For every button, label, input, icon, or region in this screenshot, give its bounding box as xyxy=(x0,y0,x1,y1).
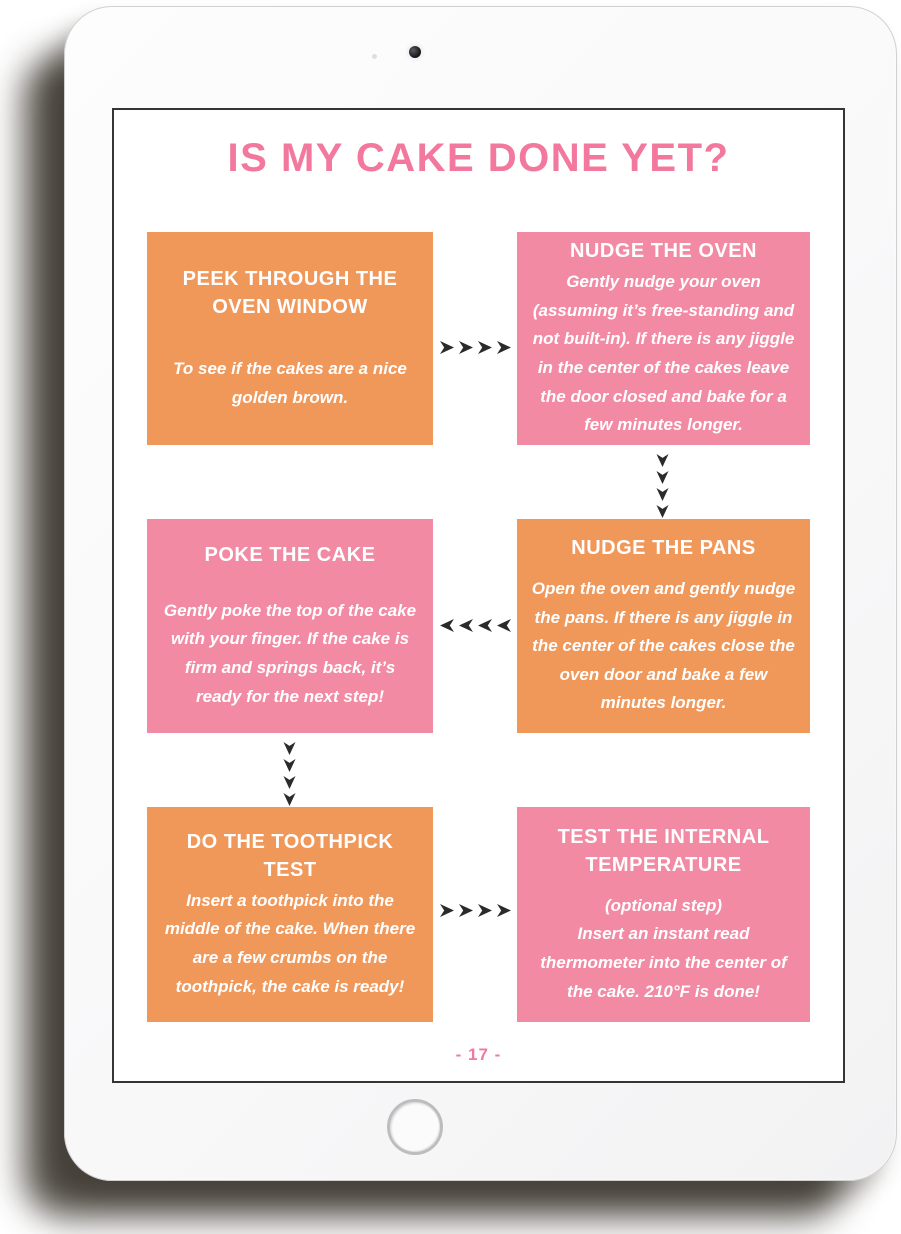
flow-box-body: Gently nudge your oven (assuming it’s free-standing and not built-in). If there is any jiggle in the center of the cakes leave the door closed and bake for a few minutes longer. xyxy=(532,272,795,435)
flow-box-nudge-the-pans xyxy=(517,519,810,733)
arrowhead-left-icon xyxy=(497,619,511,632)
front-camera-icon xyxy=(409,46,421,58)
flow-box-heading: NUDGE THE OVEN xyxy=(569,240,758,263)
arrowhead-down-icon xyxy=(283,776,296,789)
arrowhead-right-icon xyxy=(459,341,473,354)
arrow-group-left-row2 xyxy=(440,619,511,632)
flow-box-do-the-toothpick-test xyxy=(147,807,433,1022)
flow-box-heading: NUDGE THE PANS xyxy=(571,537,756,560)
flow-box-nudge-the-oven xyxy=(517,232,810,445)
arrowhead-right-icon xyxy=(478,341,492,354)
page-number: - 17 - xyxy=(455,1045,502,1064)
arrowhead-right-icon xyxy=(478,904,492,917)
arrowhead-right-icon xyxy=(440,341,454,354)
arrowhead-down-icon xyxy=(656,488,669,501)
arrowhead-right-icon xyxy=(440,904,454,917)
arrow-group-down-col1 xyxy=(283,742,296,806)
arrowhead-right-icon xyxy=(497,341,511,354)
arrowhead-left-icon xyxy=(440,619,454,632)
flow-box-heading: POKE THE CAKE xyxy=(204,543,376,566)
ambient-light-sensor-dot-icon xyxy=(372,54,377,59)
flow-box-heading: DO THE TOOTHPICK TEST xyxy=(186,830,394,881)
arrowhead-down-icon xyxy=(656,471,669,484)
flow-box-peek-through-oven-window xyxy=(147,232,433,445)
home-button xyxy=(387,1099,443,1155)
arrowhead-down-icon xyxy=(656,454,669,467)
arrow-group-right-row3 xyxy=(440,904,511,917)
arrowhead-down-icon xyxy=(656,505,669,518)
flow-box-body: Insert an instant read thermometer into the center of the cake. 210°F is done! xyxy=(540,924,787,1001)
arrowhead-right-icon xyxy=(497,904,511,917)
flow-box-body: Open the oven and gently nudge the pans. If there is any jiggle in the center of the cakes close the oven door and bake a few minutes longer. xyxy=(531,579,796,713)
flow-box-test-internal-temperature xyxy=(517,807,810,1022)
flow-box-heading: TEST THE INTERNAL TEMPERATURE xyxy=(557,825,770,876)
flow-box-note: (optional step) xyxy=(604,895,723,915)
arrowhead-down-icon xyxy=(283,742,296,755)
flow-box-body: Insert a toothpick into the middle of the cake. When there are a few crumbs on the toothpick, the cake is ready! xyxy=(164,890,416,996)
ebook-page xyxy=(112,108,845,1083)
arrow-group-right-row1 xyxy=(440,341,511,354)
flow-box-body: Gently poke the top of the cake with your finger. If the cake is firm and springs back, it’s ready for the next step! xyxy=(163,600,417,706)
flow-box-poke-the-cake xyxy=(147,519,433,733)
page-title: IS MY CAKE DONE YET? xyxy=(227,136,730,180)
arrowhead-down-icon xyxy=(283,759,296,772)
arrowhead-left-icon xyxy=(459,619,473,632)
arrowhead-right-icon xyxy=(459,904,473,917)
arrowhead-down-icon xyxy=(283,793,296,806)
arrow-group-down-col2 xyxy=(656,454,669,518)
arrowhead-left-icon xyxy=(478,619,492,632)
tablet-device-frame xyxy=(64,6,897,1181)
flow-box-body: To see if the cakes are a nice golden brown. xyxy=(173,358,407,407)
flow-box-heading: PEEK THROUGH THE OVEN WINDOW xyxy=(182,267,398,318)
